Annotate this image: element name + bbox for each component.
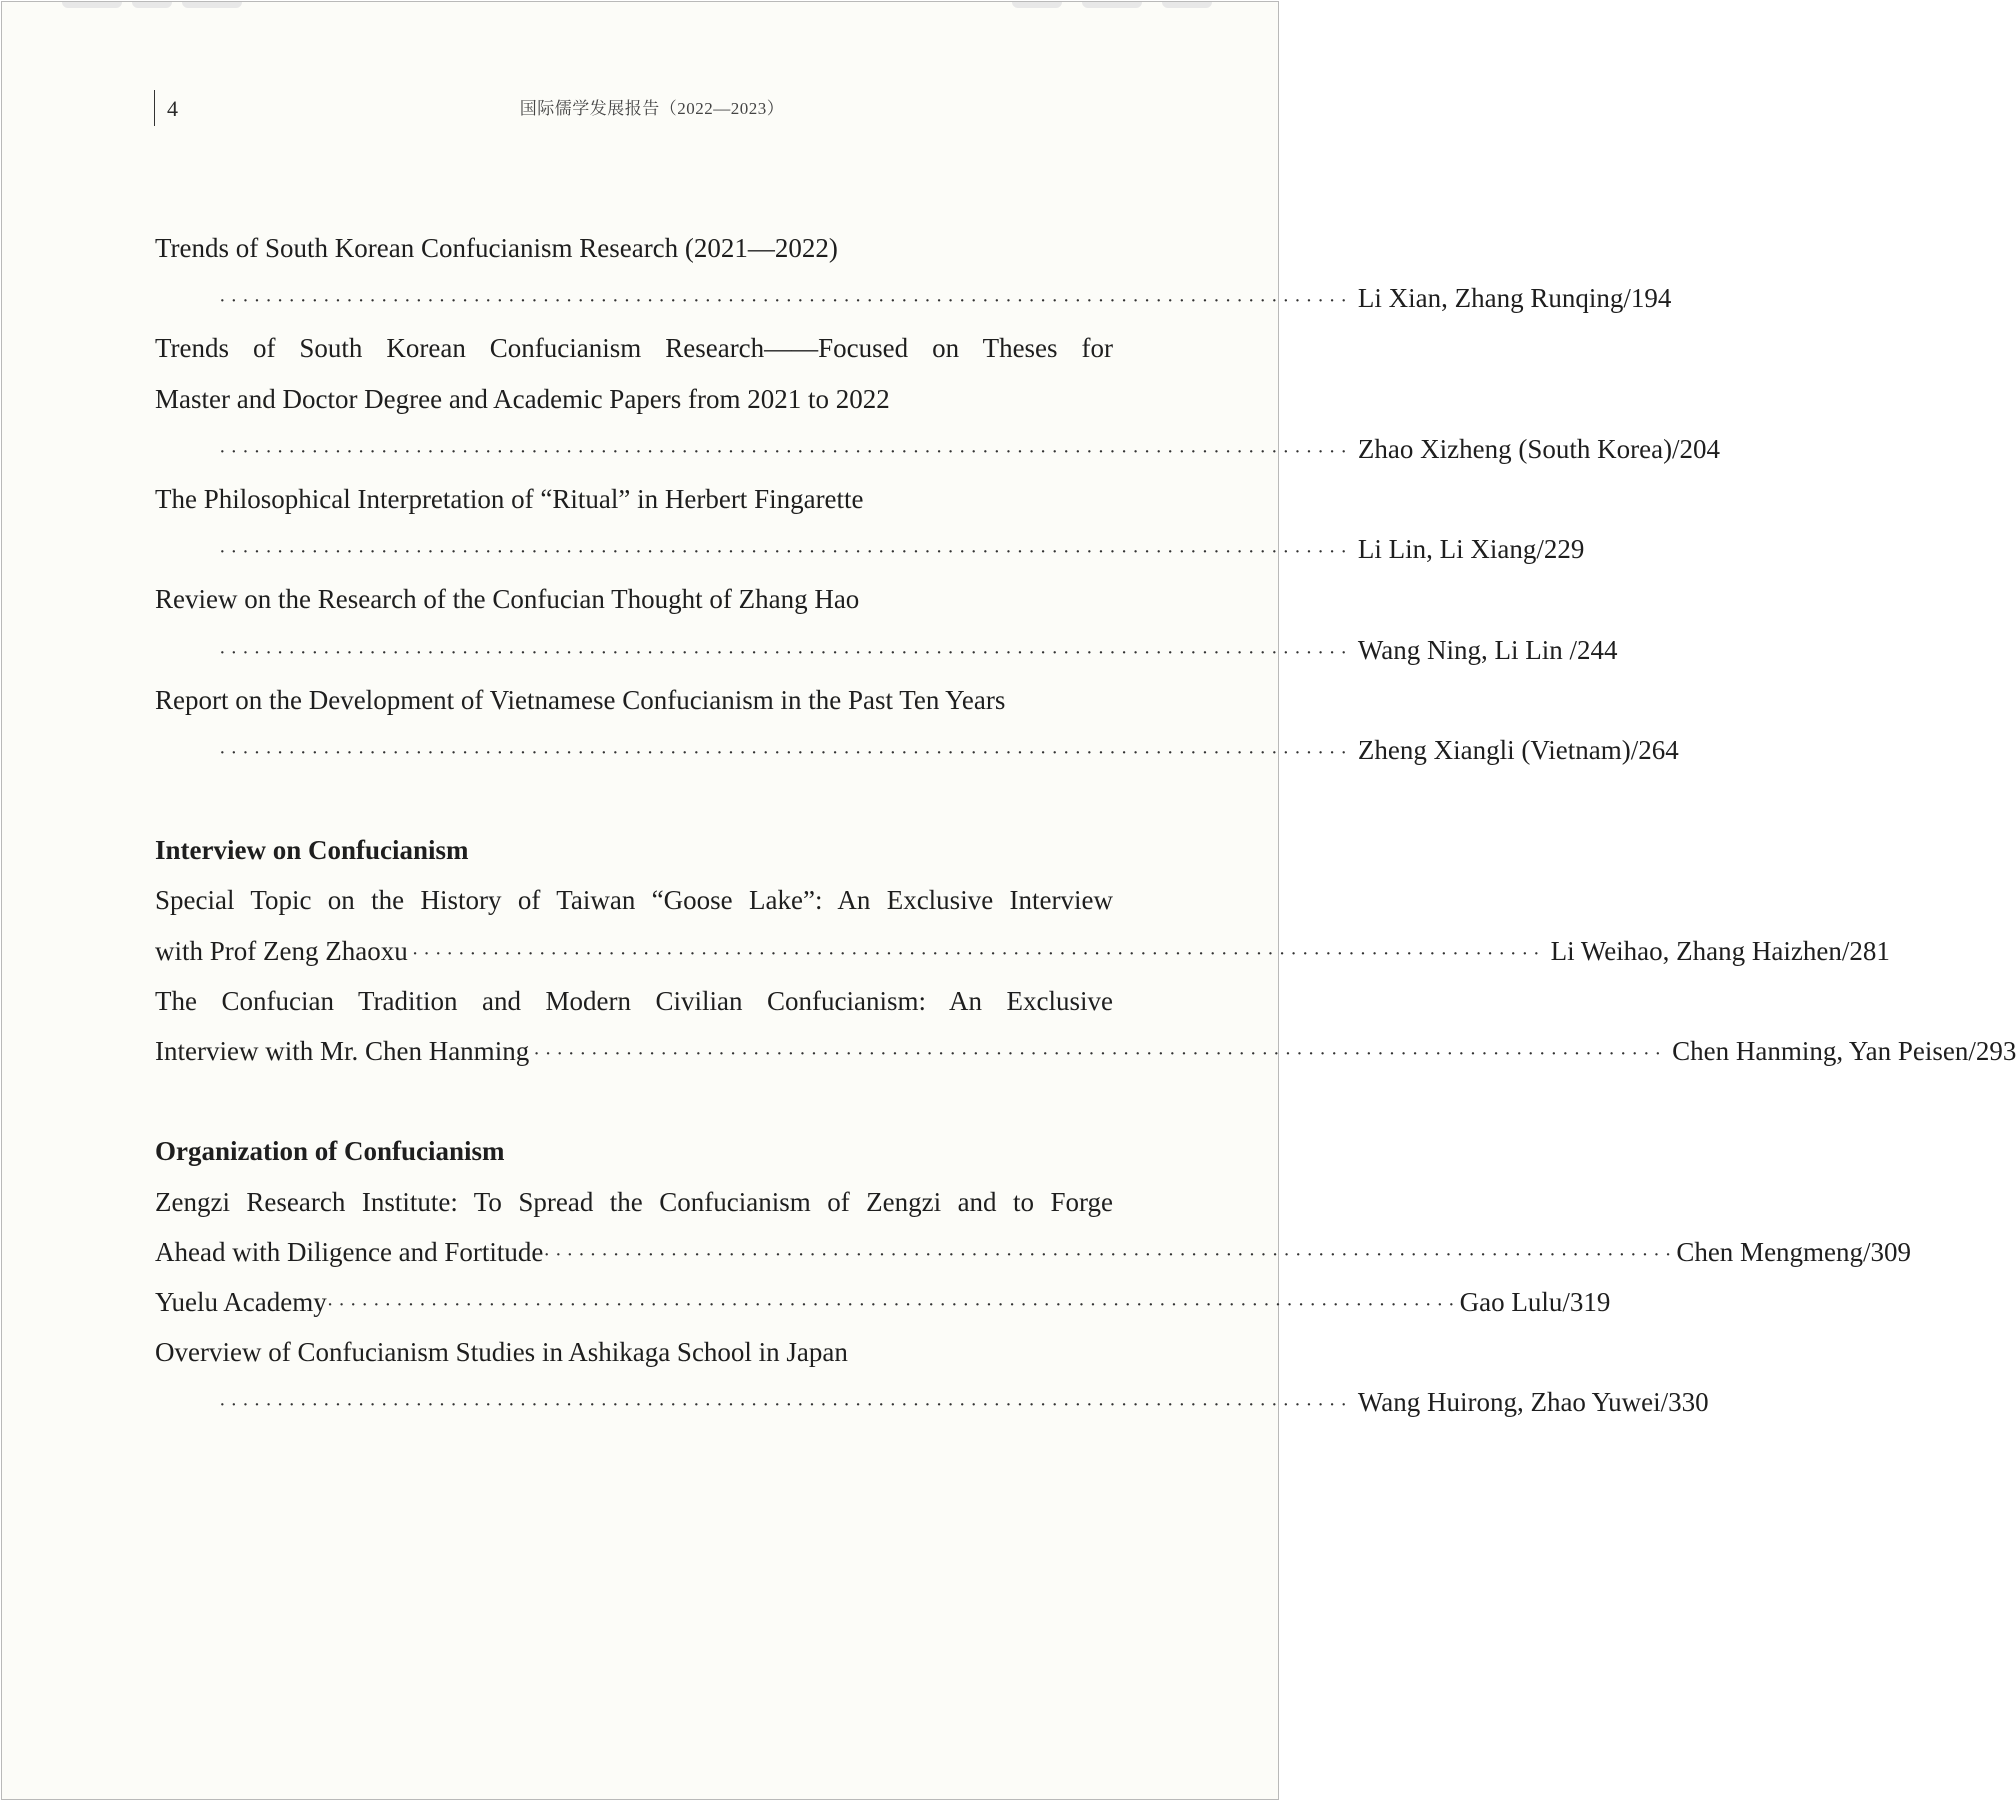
toc-entry-author-line [155,424,1721,474]
toc-entry-author-line [155,926,1890,976]
toc-entry-title: Master and Doctor Degree and Academic Papers from 2021 to 2022 [155,383,890,414]
scan-edge-mark [132,2,172,8]
scan-edge-mark [1162,2,1212,8]
leader-dots: ·································································································· [411,942,1545,965]
toc-entry-title: Trends of South Korean Confucianism Research (2021—2022) [155,233,838,263]
toc-entry-author: Zheng Xiangli (Vietnam)/264 [1357,734,1679,765]
toc-entry-author-line [155,1377,1709,1427]
document-page [1,1,2016,1800]
toc-entry-title: The Philosophical Interpretation of “Ritual” in Herbert Fingarette [155,483,864,514]
leader-dots: ·································································································· [326,1293,1460,1316]
scan-edge-mark [1012,2,1062,8]
toc-entry-title: Review on the Research of the Confucian Thought of Zhang Hao [155,584,860,615]
scan-edge-mark [62,2,122,8]
toc-entry-author: Li Lin, Li Xiang/229 [1357,534,1585,565]
toc-entry-title: Special Topic on the History of Taiwan “Goose Lake”: An Exclusive Interview [155,885,1113,916]
toc-entry-author-line [155,1227,1912,1277]
scan-edge-mark [1082,2,1142,8]
leader-dots: ·································································································· [219,741,1352,764]
toc-entry-title-end: with Prof Zeng Zhaoxu [155,935,408,966]
toc-entry-author-line [155,625,1618,675]
section-heading-interview: Interview on Confucianism [155,835,469,866]
toc-entry-author: Chen Hanming, Yan Peisen/293 [1672,1036,2016,1066]
scan-edge-mark [182,2,242,8]
leader-dots: ·································································································· [543,1243,1677,1266]
toc-entry-title: The Confucian Tradition and Modern Civilian Confucianism: An Exclusive [155,985,1113,1016]
toc-entry-title-end: Ahead with Diligence and Fortitude [155,1236,544,1267]
toc-entry-title: Zengzi Research Institute: To Spread the Confucianism of Zengzi and to Forge [155,1186,1113,1217]
toc-entry-author: Li Weihao, Zhang Haizhen/281 [1550,935,1890,966]
toc-entry-title-end: Interview with Mr. Chen Hanming [155,1036,530,1066]
toc-entry-author: Zhao Xizheng (South Korea)/204 [1357,433,1721,464]
toc-entry-author-line [155,1026,2016,1076]
toc-entry-author: Li Xian, Zhang Runqing/194 [1357,283,1672,314]
section-gap [155,1076,1113,1126]
toc-entry-author: Chen Mengmeng/309 [1676,1236,1912,1267]
toc-entry-title: Trends of South Korean Confucianism Research——Focused on Theses for [155,333,1113,364]
leader-dots: ·································································································· [219,440,1352,463]
leader-dots: ·································································································· [533,1043,1667,1065]
section-heading-organization: Organization of Confucianism [155,1136,505,1167]
toc-entry-author-line [155,725,1679,775]
toc-entry-title: Report on the Development of Vietnamese Confucianism in the Past Ten Years [155,684,1006,715]
running-title: 国际儒学发展报告（2022—2023） [519,99,785,118]
table-of-contents [155,223,2016,1428]
toc-entry-author-line [155,1277,1611,1327]
toc-entry-author-line [155,273,1672,323]
section-gap [155,775,1113,825]
leader-dots: ·································································································· [219,1394,1352,1417]
leader-dots: ·································································································· [219,541,1352,564]
toc-entry-title: Yuelu Academy [155,1286,327,1317]
toc-entry-author-line [155,524,1585,574]
leader-dots: ·································································································· [219,290,1352,313]
leader-dots: ·································································································· [219,641,1352,664]
page-number: 4 [154,90,178,126]
toc-entry-title: Overview of Confucianism Studies in Ashikaga School in Japan [155,1337,848,1368]
toc-entry-author: Wang Huirong, Zhao Yuwei/330 [1357,1387,1709,1418]
toc-entry-author: Gao Lulu/319 [1459,1286,1611,1317]
toc-entry-author: Wang Ning, Li Lin /244 [1357,634,1618,665]
